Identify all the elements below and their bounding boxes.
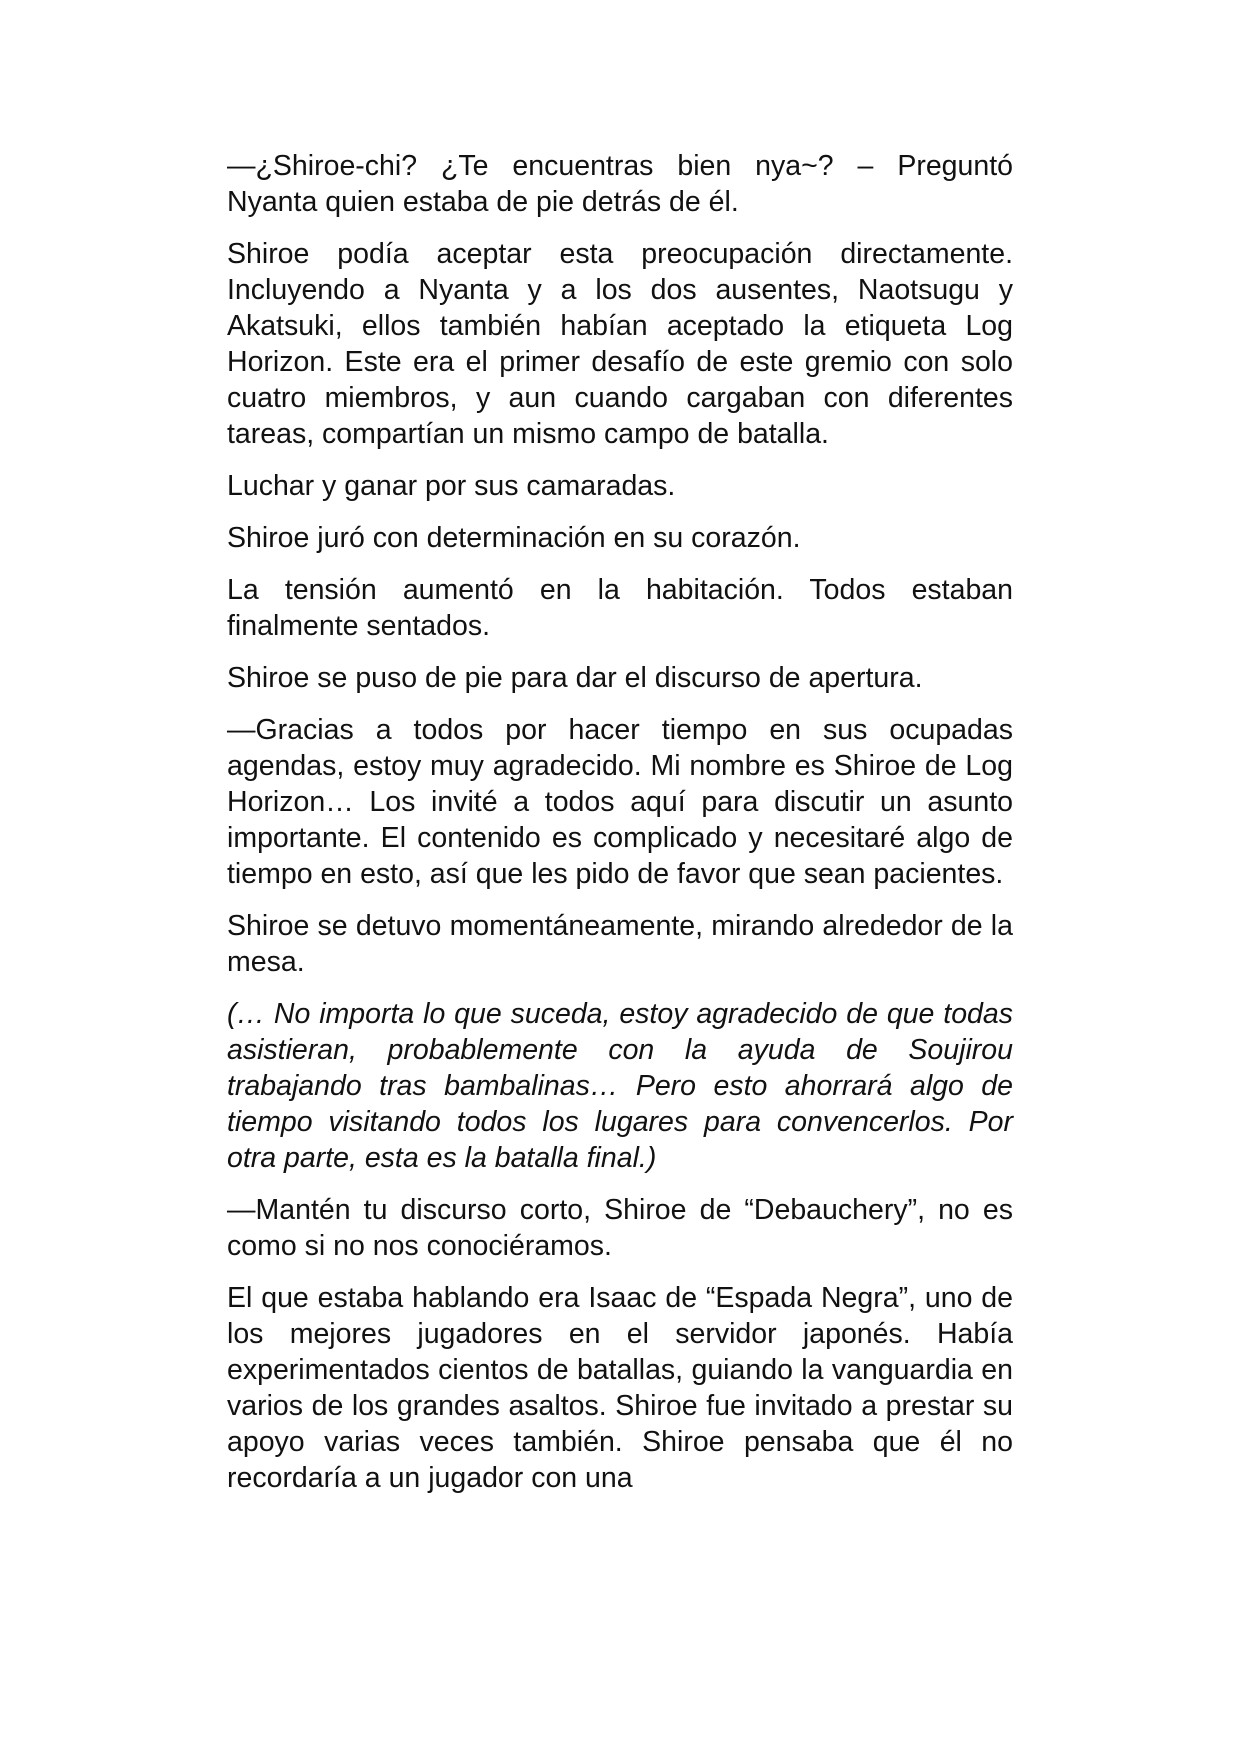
paragraph-italic-thought: (… No importa lo que suceda, estoy agradecido de que todas asistieran, probablemente con la ayuda de Soujirou trabajando tras bambalinas… Pero esto ahorrará algo de tiempo visitando todos los lugares para convencerlos. Por otra parte, esta es la batalla final.) xyxy=(227,998,1013,1174)
paragraph: —¿Shiroe-chi? ¿Te encuentras bien nya~? – Preguntó Nyanta quien estaba de pie detrás de él. xyxy=(227,150,1013,218)
paragraph: —Gracias a todos por hacer tiempo en sus ocupadas agendas, estoy muy agradecido. Mi nombre es Shiroe de Log Horizon… Los invité a todos aquí para discutir un asunto importante. El contenido es complicado y necesitaré algo de tiempo en esto, así que les pido de favor que sean pacientes. xyxy=(227,714,1013,890)
paragraph: Luchar y ganar por sus camaradas. xyxy=(227,470,676,502)
paragraph: La tensión aumentó en la habitación. Todos estaban finalmente sentados. xyxy=(227,574,1013,642)
text-column xyxy=(227,148,1013,1512)
paragraph: El que estaba hablando era Isaac de “Espada Negra”, uno de los mejores jugadores en el servidor japonés. Había experimentados cientos de batallas, guiando la vanguardia en varios de los grandes asaltos. Shiroe fue invitado a prestar su apoyo varias veces también. Shiroe pensaba que él no recordaría a un jugador con una xyxy=(227,1282,1013,1494)
paragraph: Shiroe se detuvo momentáneamente, mirando alrededor de la mesa. xyxy=(227,910,1013,978)
paragraph: Shiroe se puso de pie para dar el discurso de apertura. xyxy=(227,662,923,694)
paragraph: Shiroe podía aceptar esta preocupación directamente. Incluyendo a Nyanta y a los dos ausentes, Naotsugu y Akatsuki, ellos también habían aceptado la etiqueta Log Horizon. Este era el primer desafío de este gremio con solo cuatro miembros, y aun cuando cargaban con diferentes tareas, compartían un mismo campo de batalla. xyxy=(227,238,1013,450)
paragraph: Shiroe juró con determinación en su corazón. xyxy=(227,522,801,554)
paragraph: —Mantén tu discurso corto, Shiroe de “Debauchery”, no es como si no nos conociéramos. xyxy=(227,1194,1013,1262)
